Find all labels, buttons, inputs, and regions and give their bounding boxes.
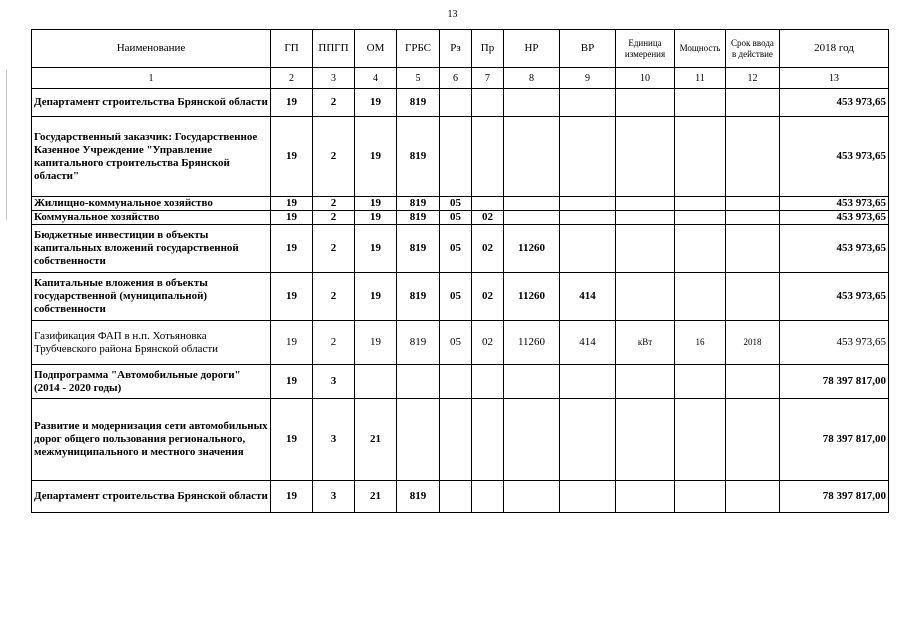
table-row	[32, 481, 889, 513]
cell-power	[675, 89, 726, 117]
column-number: 4	[355, 68, 397, 89]
cell-amount: 453 973,65	[780, 273, 889, 321]
table-row	[32, 399, 889, 481]
cell-om: 19	[355, 225, 397, 273]
column-number: 7	[472, 68, 504, 89]
row-name: Капитальные вложения в объекты государственной (муниципальной) собственности	[32, 273, 271, 321]
cell-term	[726, 211, 780, 225]
cell-amount: 453 973,65	[780, 89, 889, 117]
cell-gp: 19	[271, 481, 313, 513]
cell-pr	[472, 365, 504, 399]
cell-rz: 05	[440, 225, 472, 273]
cell-grbs: 819	[397, 273, 440, 321]
cell-pr	[472, 197, 504, 211]
cell-term	[726, 117, 780, 197]
column-number: 5	[397, 68, 440, 89]
cell-gp: 19	[271, 89, 313, 117]
cell-term	[726, 89, 780, 117]
header-year: 2018 год	[780, 30, 889, 68]
cell-amount: 453 973,65	[780, 225, 889, 273]
cell-ppgp: 2	[313, 197, 355, 211]
column-number: 10	[616, 68, 675, 89]
cell-unit: кВт	[616, 321, 675, 365]
cell-om: 19	[355, 197, 397, 211]
cell-gp: 19	[271, 321, 313, 365]
cell-nr: 11260	[504, 273, 560, 321]
cell-term	[726, 365, 780, 399]
column-number: 11	[675, 68, 726, 89]
cell-ppgp: 3	[313, 365, 355, 399]
cell-om: 21	[355, 481, 397, 513]
cell-nr	[504, 197, 560, 211]
cell-grbs: 819	[397, 225, 440, 273]
cell-rz	[440, 399, 472, 481]
cell-unit	[616, 197, 675, 211]
row-name: Бюджетные инвестиции в объекты капитальных вложений государственной собственности	[32, 225, 271, 273]
cell-term: 2018	[726, 321, 780, 365]
cell-grbs: 819	[397, 211, 440, 225]
cell-vr	[560, 365, 616, 399]
row-name: Коммунальное хозяйство	[32, 211, 271, 225]
cell-unit	[616, 273, 675, 321]
cell-power	[675, 399, 726, 481]
cell-grbs	[397, 365, 440, 399]
column-number-row	[32, 68, 889, 89]
page-number: 13	[447, 9, 458, 20]
header-row	[32, 30, 889, 68]
cell-ppgp: 2	[313, 211, 355, 225]
header-om: ОМ	[355, 30, 397, 68]
table-row	[32, 117, 889, 197]
cell-term	[726, 225, 780, 273]
cell-om	[355, 365, 397, 399]
cell-rz	[440, 117, 472, 197]
header-rz: Рз	[440, 30, 472, 68]
cell-unit	[616, 481, 675, 513]
row-name: Развитие и модернизация сети автомобильных дорог общего пользования регионального, межмуниципального и местного значения	[32, 399, 271, 481]
cell-amount: 453 973,65	[780, 197, 889, 211]
cell-gp: 19	[271, 273, 313, 321]
cell-power	[675, 273, 726, 321]
cell-vr	[560, 89, 616, 117]
header-term: Срок ввода в действие	[726, 30, 780, 68]
table-row	[32, 365, 889, 399]
cell-unit	[616, 117, 675, 197]
cell-vr: 414	[560, 273, 616, 321]
cell-power	[675, 365, 726, 399]
cell-ppgp: 2	[313, 89, 355, 117]
cell-unit	[616, 399, 675, 481]
cell-nr	[504, 365, 560, 399]
cell-term	[726, 481, 780, 513]
cell-om: 19	[355, 89, 397, 117]
column-number: 9	[560, 68, 616, 89]
cell-term	[726, 399, 780, 481]
cell-grbs: 819	[397, 321, 440, 365]
cell-nr	[504, 399, 560, 481]
cell-amount: 453 973,65	[780, 321, 889, 365]
cell-power: 16	[675, 321, 726, 365]
cell-om: 19	[355, 211, 397, 225]
cell-grbs: 819	[397, 89, 440, 117]
cell-pr: 02	[472, 321, 504, 365]
cell-pr	[472, 117, 504, 197]
header-name: Наименование	[32, 30, 271, 68]
cell-power	[675, 117, 726, 197]
cell-vr	[560, 197, 616, 211]
cell-unit	[616, 89, 675, 117]
cell-term	[726, 273, 780, 321]
cell-amount: 78 397 817,00	[780, 365, 889, 399]
row-name: Государственный заказчик: Государственное Казенное Учреждение "Управление капитального строительства Брянской области"	[32, 117, 271, 197]
cell-grbs: 819	[397, 197, 440, 211]
table-row	[32, 89, 889, 117]
cell-pr	[472, 399, 504, 481]
column-number: 12	[726, 68, 780, 89]
cell-ppgp: 3	[313, 481, 355, 513]
row-name: Газификация ФАП в н.п. Хотьяновка Трубчевского района Брянской области	[32, 321, 271, 365]
table-row	[32, 197, 889, 211]
cell-amount: 78 397 817,00	[780, 399, 889, 481]
column-number: 6	[440, 68, 472, 89]
cell-om: 19	[355, 321, 397, 365]
cell-ppgp: 2	[313, 225, 355, 273]
cell-om: 19	[355, 117, 397, 197]
cell-nr	[504, 481, 560, 513]
cell-grbs	[397, 399, 440, 481]
cell-gp: 19	[271, 365, 313, 399]
cell-gp: 19	[271, 399, 313, 481]
header-power: Мощность	[675, 30, 726, 68]
cell-unit	[616, 225, 675, 273]
column-number: 8	[504, 68, 560, 89]
cell-power	[675, 197, 726, 211]
cell-nr: 11260	[504, 225, 560, 273]
table-row	[32, 225, 889, 273]
row-name: Департамент строительства Брянской области	[32, 481, 271, 513]
cell-rz: 05	[440, 197, 472, 211]
cell-ppgp: 3	[313, 399, 355, 481]
header-unit: Единица измерения	[616, 30, 675, 68]
table-row	[32, 321, 889, 365]
cell-ppgp: 2	[313, 273, 355, 321]
column-number: 1	[32, 68, 271, 89]
cell-amount: 78 397 817,00	[780, 481, 889, 513]
cell-rz	[440, 481, 472, 513]
table-row	[32, 211, 889, 225]
column-number: 3	[313, 68, 355, 89]
table-row	[32, 273, 889, 321]
row-name: Департамент строительства Брянской области	[32, 89, 271, 117]
cell-vr	[560, 225, 616, 273]
cell-gp: 19	[271, 225, 313, 273]
cell-pr	[472, 89, 504, 117]
cell-term	[726, 197, 780, 211]
cell-rz: 05	[440, 273, 472, 321]
budget-table	[31, 29, 889, 513]
cell-gp: 19	[271, 211, 313, 225]
cell-rz: 05	[440, 321, 472, 365]
scan-edge-mark	[6, 70, 7, 220]
cell-nr: 11260	[504, 321, 560, 365]
cell-grbs: 819	[397, 117, 440, 197]
cell-nr	[504, 211, 560, 225]
cell-rz: 05	[440, 211, 472, 225]
cell-power	[675, 481, 726, 513]
cell-pr	[472, 481, 504, 513]
cell-grbs: 819	[397, 481, 440, 513]
cell-vr	[560, 211, 616, 225]
cell-vr: 414	[560, 321, 616, 365]
header-grbs: ГРБС	[397, 30, 440, 68]
cell-amount: 453 973,65	[780, 211, 889, 225]
header-vr: ВР	[560, 30, 616, 68]
header-pr: Пр	[472, 30, 504, 68]
cell-rz	[440, 89, 472, 117]
cell-pr: 02	[472, 273, 504, 321]
cell-vr	[560, 117, 616, 197]
cell-om: 19	[355, 273, 397, 321]
cell-ppgp: 2	[313, 117, 355, 197]
cell-nr	[504, 89, 560, 117]
row-name: Жилищно-коммунальное хозяйство	[32, 197, 271, 211]
cell-rz	[440, 365, 472, 399]
cell-power	[675, 211, 726, 225]
cell-gp: 19	[271, 197, 313, 211]
cell-ppgp: 2	[313, 321, 355, 365]
cell-unit	[616, 365, 675, 399]
cell-power	[675, 225, 726, 273]
column-number: 13	[780, 68, 889, 89]
header-nr: НР	[504, 30, 560, 68]
column-number: 2	[271, 68, 313, 89]
cell-om: 21	[355, 399, 397, 481]
cell-pr: 02	[472, 225, 504, 273]
row-name: Подпрограмма "Автомобильные дороги" (2014 - 2020 годы)	[32, 365, 271, 399]
header-ppgp: ППГП	[313, 30, 355, 68]
cell-vr	[560, 399, 616, 481]
cell-unit	[616, 211, 675, 225]
cell-nr	[504, 117, 560, 197]
header-gp: ГП	[271, 30, 313, 68]
cell-amount: 453 973,65	[780, 117, 889, 197]
cell-vr	[560, 481, 616, 513]
cell-gp: 19	[271, 117, 313, 197]
cell-pr: 02	[472, 211, 504, 225]
